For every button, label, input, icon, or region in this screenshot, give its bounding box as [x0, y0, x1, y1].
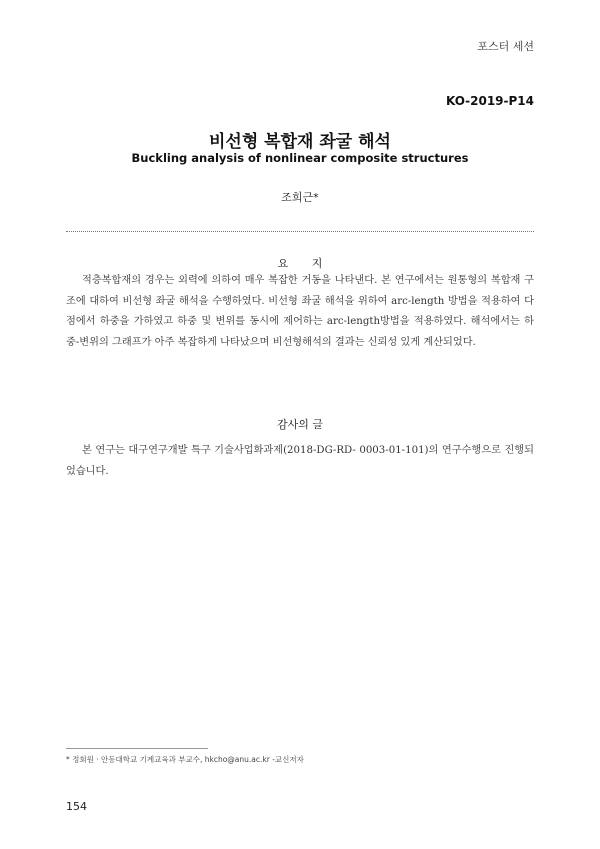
footnote: * 정회원 · 안동대학교 기계교육과 부교수, hkcho@anu.ac.kr -교신저자: [66, 755, 304, 764]
acknowledgement-heading: 감사의 글: [276, 418, 323, 431]
paper-title-korean: 비선형 복합재 좌굴 해석: [209, 132, 391, 152]
acknowledgement-body: 본 연구는 대구연구개발 특구 기술사업화과제(2018-DG-RD- 0003-01-101)의 연구수행으로 진행되었습니다.: [66, 445, 534, 477]
abstract-body: 적층복합재의 경우는 외력에 의하여 매우 복잡한 거동을 나타낸다. 본 연구에서는 원통형의 복합재 구조에 대하여 비선형 좌굴 해석을 수행하였다. 비선형 좌굴 해석을 위하여 arc-length 방법을 적용하여 다점에서 하중을 가하였고 하중 및 변위를 동시에 제어하는 arc-length방법을 적용하였다. 해석에서는 하중-변위의 그래프가 아주 복잡하게 나타났으며 비선형해석의 결과는 신뢰성 있게 계산되었다.: [66, 275, 534, 348]
abstract-heading: 요 지: [277, 257, 333, 270]
page-number: 154: [66, 800, 87, 813]
section-divider: [66, 231, 534, 232]
author-name: 조희근*: [281, 191, 319, 204]
footnote-rule: [66, 748, 208, 749]
paper-title-english: Buckling analysis of nonlinear composite structures: [131, 151, 469, 165]
paper-code: KO-2019-P14: [445, 94, 534, 108]
session-label: 포스터 세션: [477, 40, 534, 53]
